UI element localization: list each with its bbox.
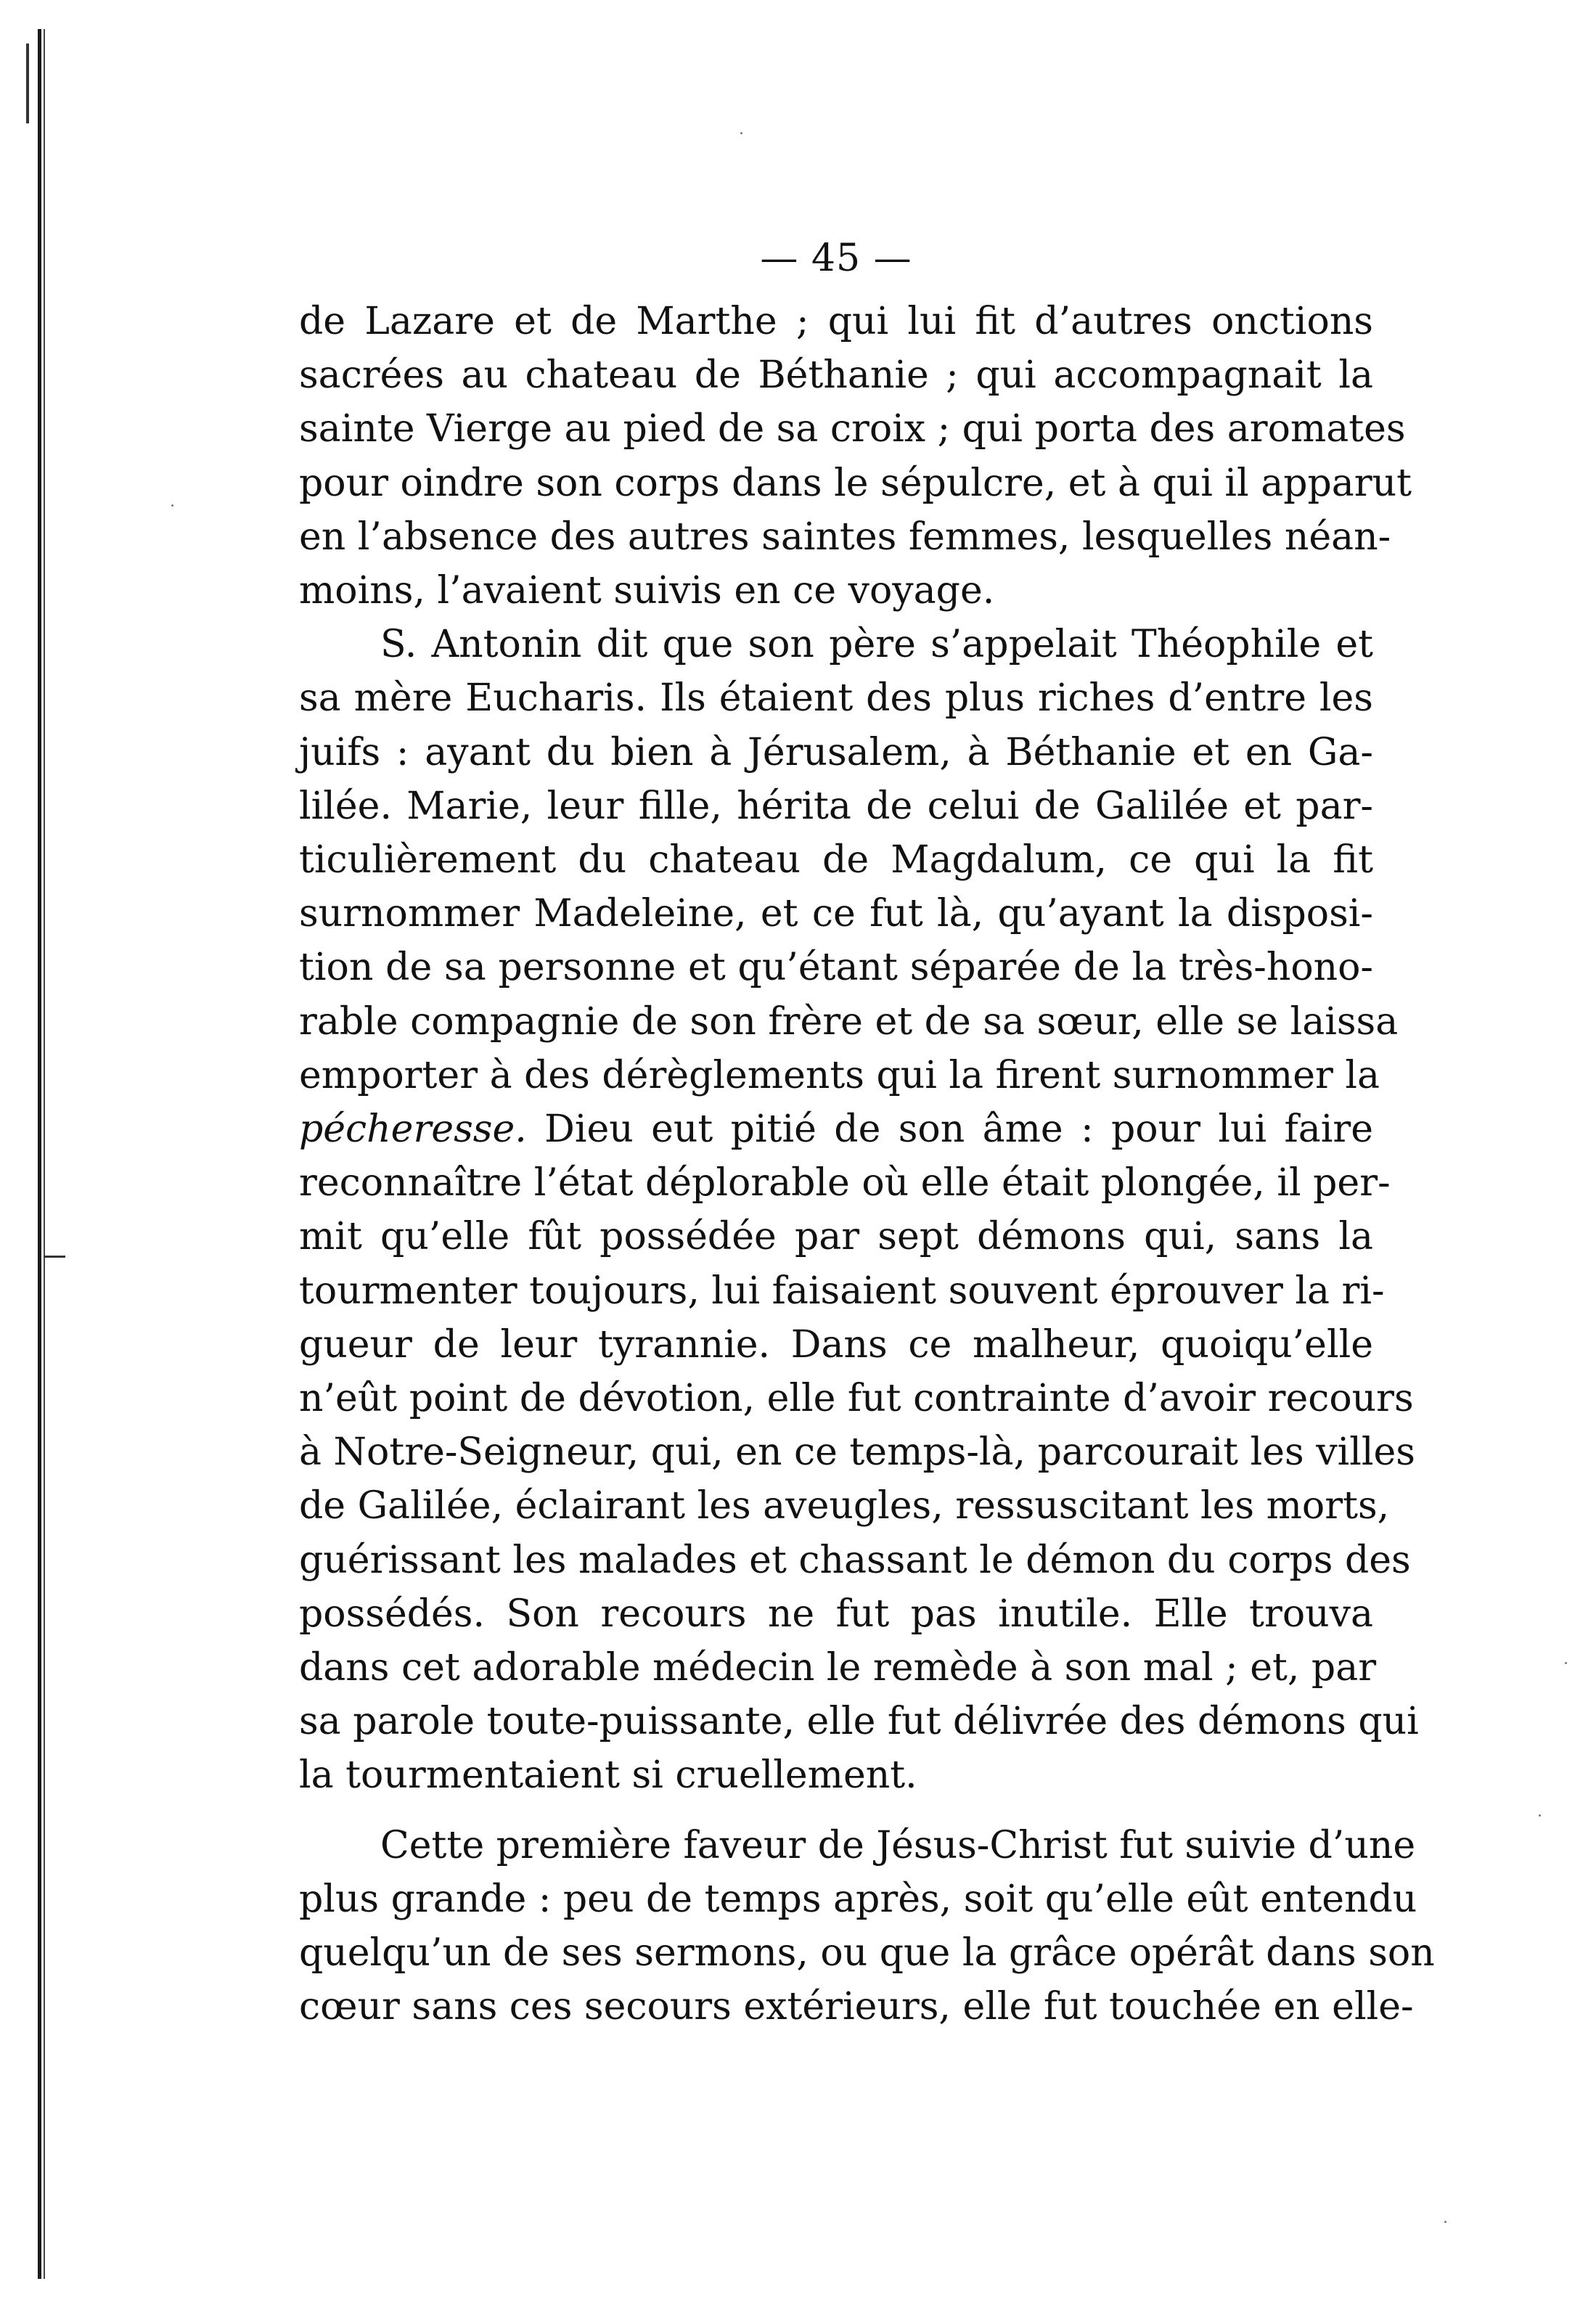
text-line: lilée. Marie, leur fille, hérita de celui de Galilée et par- [299,784,1373,828]
text-line-italic [299,1102,1373,1156]
text-fragment: Dieu eut pitié de son âme : pour lui faire [526,1108,1373,1152]
text-line: mit qu’elle fût possédée par sept démons qui, sans la [299,1215,1373,1259]
text-line: sainte Vierge au pied de sa croix ; qui porta des aromates [299,407,1406,451]
text-line: quelqu’un de ses sermons, ou que la grâce opérât dans son [299,1931,1435,1976]
text-line: cœur sans ces secours extérieurs, elle fut touchée en elle- [299,1985,1414,2029]
text-line: ticulièrement du chateau de Magdalum, ce qui la fit [299,838,1373,883]
paragraph-1 [299,295,1412,618]
text-line: en l’absence des autres saintes femmes, lesquelles néan- [299,515,1391,559]
scan-speck [740,132,742,134]
text-line: sa mère Eucharis. Ils étaient des plus riches d’entre les [299,676,1373,721]
text-line: tourmenter toujours, lui faisaient souvent éprouver la ri- [299,1269,1385,1313]
scan-mark [44,1256,65,1258]
scan-speck [1539,1814,1541,1817]
page-number: — 45 — [760,237,912,280]
italic-word: pécheresse. [299,1108,527,1152]
paragraph-3 [299,1819,1435,2034]
paragraph-2 [299,618,1419,1802]
text-line: de Galilée, éclairant les aveugles, ressuscitant les morts, [299,1484,1390,1528]
text-line: de Lazare et de Marthe ; qui lui fit d’autres onctions [299,300,1373,343]
text-line: sa parole toute-puissante, elle fut délivrée des démons qui [299,1700,1419,1744]
text-line: juifs : ayant du bien à Jérusalem, à Béthanie et en Ga- [299,730,1373,774]
text-line: sacrées au chateau de Béthanie ; qui accompagnait la [299,353,1373,398]
text-line: Cette première faveur de Jésus-Christ fut suivie d’une [380,1823,1416,1867]
text-line: plus grande : peu de temps après, soit qu’elle eût entendu [299,1877,1417,1921]
text-line: moins, l’avaient suivis en ce voyage. [299,569,995,613]
book-page [299,237,1435,2034]
text-line: tion de sa personne et qu’étant séparée de la très-hono- [299,946,1373,990]
text-line: la tourmentaient si cruellement. [299,1753,917,1798]
text-line: reconnaître l’état déplorable où elle était plongée, il per- [299,1161,1391,1205]
text-line: S. Antonin dit que son père s’appelait Théophile et [380,623,1373,667]
text-line: surnommer Madeleine, et ce fut là, qu’ayant la disposi- [299,892,1373,936]
scan-mark [26,44,29,123]
text-line: à Notre-Seigneur, qui, en ce temps-là, parcourait les villes [299,1430,1415,1475]
binding-edge [38,29,45,2279]
text-line: rable compagnie de son frère et de sa sœur, elle se laissa [299,999,1399,1044]
text-line: n’eût point de dévotion, elle fut contrainte d’avoir recours [299,1377,1414,1421]
text-line: guérissant les malades et chassant le démon du corps des [299,1538,1411,1582]
text-line: emporter à des dérèglements qui la firent surnommer la [299,1053,1380,1097]
scan-speck [171,504,173,507]
scan-speck [1565,1662,1567,1664]
text-line: possédés. Son recours ne fut pas inutile. Elle trouva [299,1592,1373,1636]
text-line: gueur de leur tyrannie. Dans ce malheur, quoiqu’elle [299,1322,1373,1367]
text-line: pour oindre son corps dans le sépulcre, et à qui il apparut [299,461,1412,505]
text-line: dans cet adorable médecin le remède à son mal ; et, par [299,1646,1377,1690]
scan-speck [1444,2221,1446,2223]
